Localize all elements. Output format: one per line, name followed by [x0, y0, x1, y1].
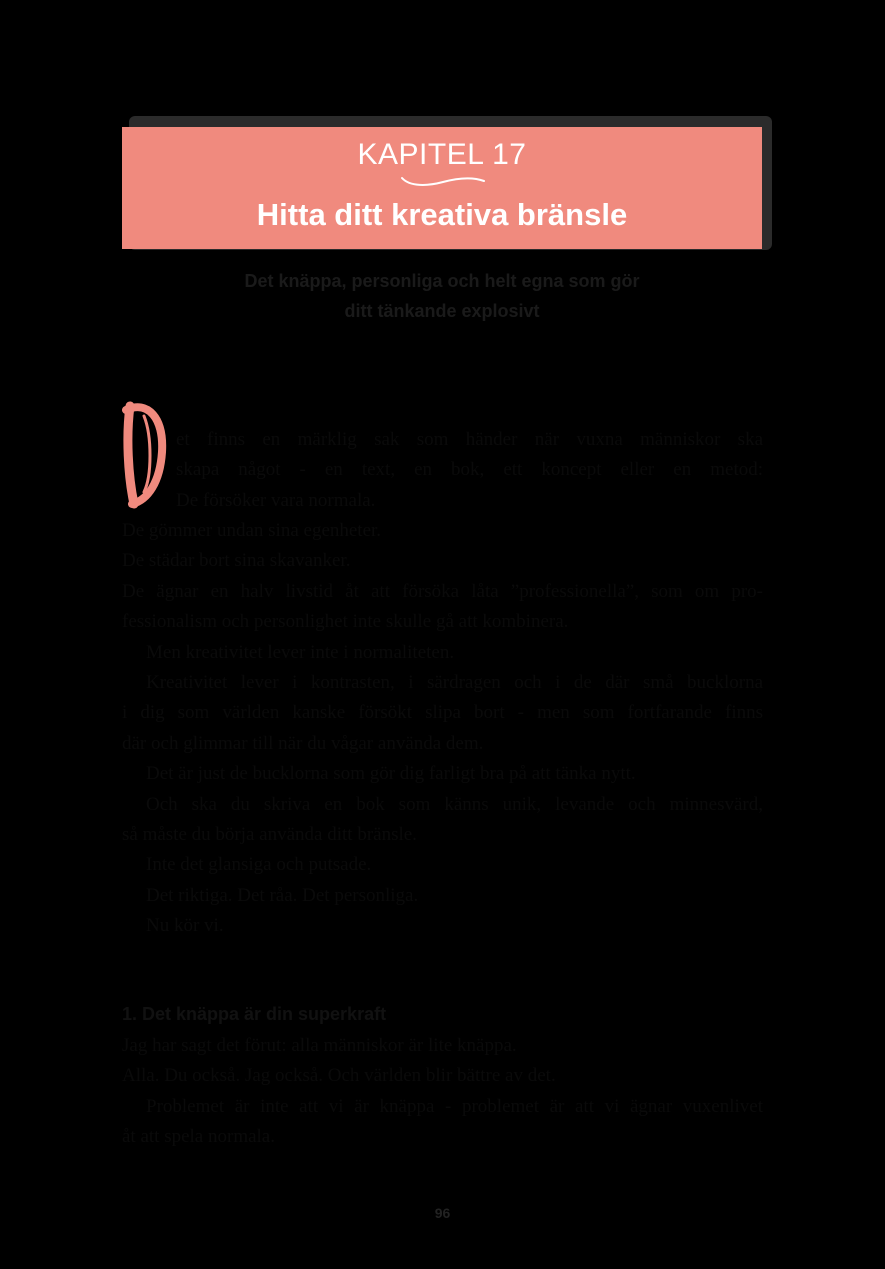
text-line: skapa något - en text, en bok, ett koncept eller en metod:: [176, 459, 763, 481]
text-line: De städar bort sina skavanker.: [122, 550, 351, 572]
text-line: så måste du börja använda ditt bränsle.: [122, 823, 417, 845]
text-line: Det riktiga. Det råa. Det personliga.: [146, 884, 419, 906]
text-line: där och glimmar till när du vågar använda dem.: [122, 732, 484, 754]
text-line: Alla. Du också. Jag också. Och världen blir bättre av det.: [122, 1065, 556, 1087]
text-line: Problemet är inte att vi är knäppa - problemet är att vi ägnar vuxenlivet: [146, 1095, 763, 1117]
chapter-subtitle-line-2: ditt tänkande explosivt: [344, 301, 540, 321]
text-line: De försöker vara normala.: [176, 489, 376, 511]
text-line: De ägnar en halv livstid åt att försöka låta ”professionella”, som om pro-: [122, 580, 763, 602]
text-line: Och ska du skriva en bok som känns unik, levande och minnesvärd,: [146, 793, 763, 815]
text-line: De gömmer undan sina egenheter.: [122, 520, 382, 541]
text-line: Jag har sagt det förut: alla människor är lite knäppa.: [122, 1035, 517, 1056]
intro-paragraph: [176, 425, 763, 516]
swash-ornament-icon: [398, 175, 488, 187]
page-number: 96: [434, 1205, 451, 1221]
text-line: Men kreativitet lever inte i normaliteten.: [146, 641, 455, 663]
drop-cap-letter: [118, 396, 168, 512]
text-line: åt att spela normala.: [122, 1126, 275, 1148]
chapter-header: [122, 127, 762, 249]
text-line: fessionalism och personlighet inte skulle gå att kombinera.: [122, 611, 569, 633]
chapter-subtitle-line-1: Det knäppa, personliga och helt egna som gör: [244, 271, 640, 291]
text-line: Det är just de bucklorna som gör dig farligt bra på att tänka nytt.: [146, 763, 636, 785]
text-line: Nu kör vi.: [146, 915, 224, 937]
section-heading: 1. Det knäppa är din superkraft: [122, 1004, 387, 1024]
section-paragraphs: [122, 1031, 763, 1153]
text-line: Inte det glansiga och putsade.: [146, 854, 372, 876]
body-paragraphs: [122, 516, 763, 941]
text-line: et finns en märklig sak som händer när vuxna människor ska: [176, 429, 763, 450]
chapter-title: Hitta ditt kreativa bränsle: [256, 197, 628, 232]
text-line: Kreativitet lever i kontrasten, i särdragen och i de där små bucklorna: [146, 671, 763, 693]
text-line: i dig som världen kanske försökt slipa bort - men som fortfarande finns: [122, 702, 763, 724]
chapter-label: KAPITEL 17: [357, 138, 527, 171]
